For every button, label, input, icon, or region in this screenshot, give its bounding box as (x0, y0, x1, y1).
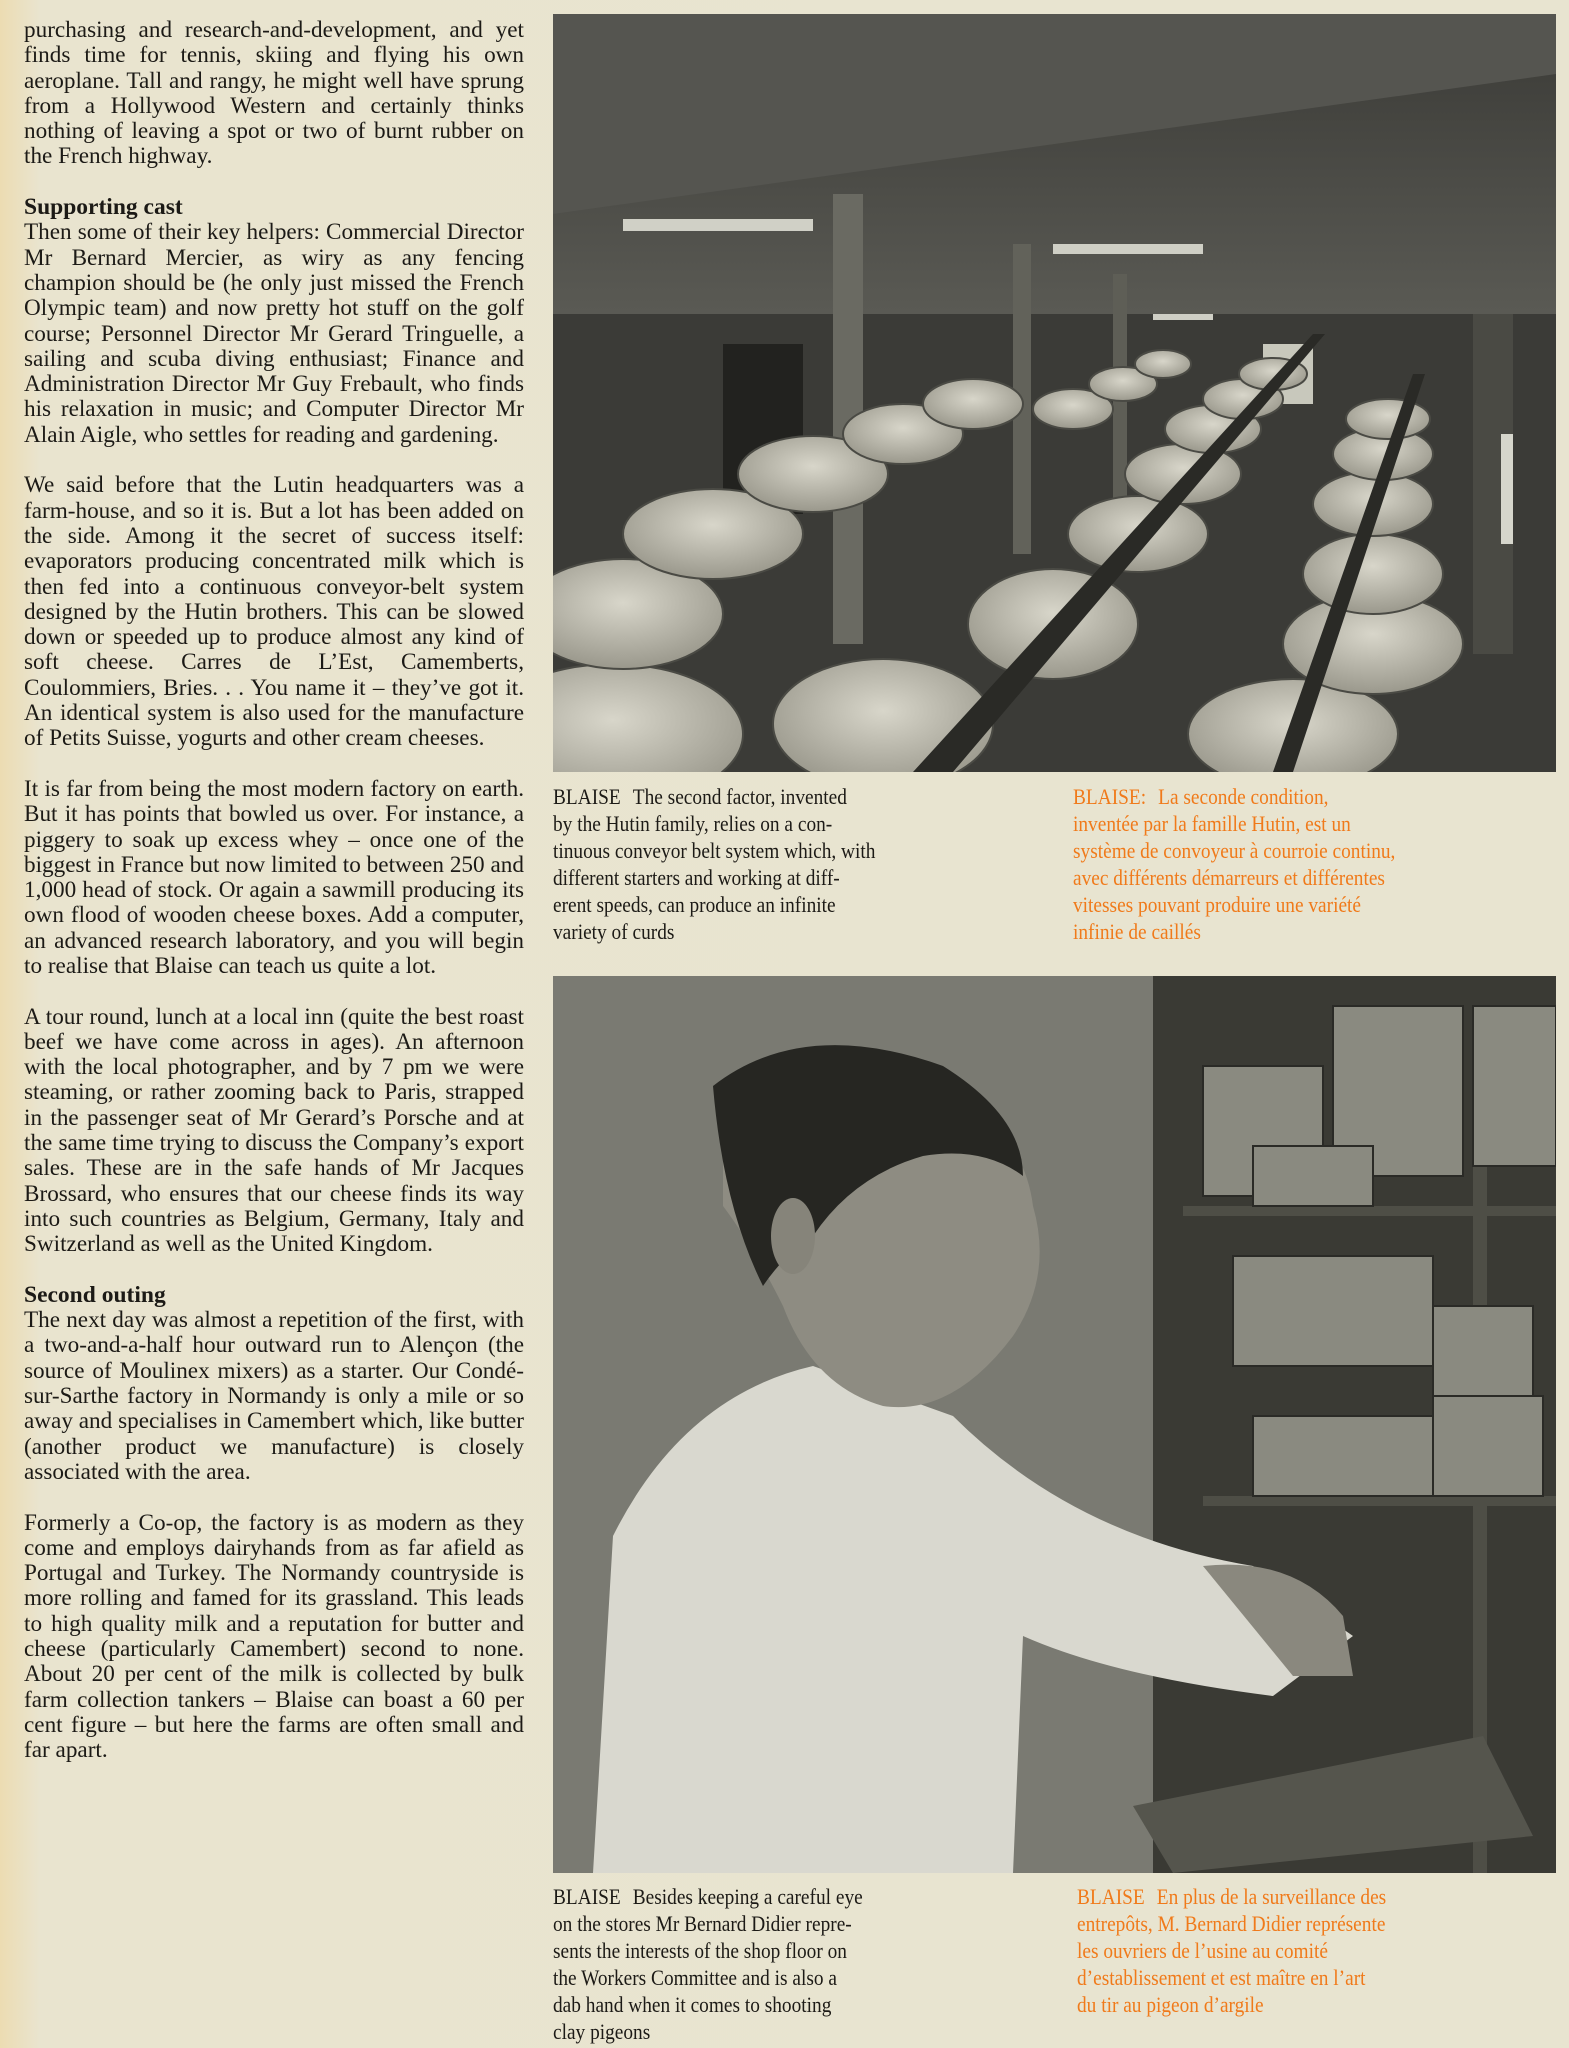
caption-line: by the Hutin family, relies on a con- (553, 811, 833, 836)
caption-line: En plus de la surveillance des (1156, 1884, 1387, 1909)
paragraph-intro: purchasing and research-and-development, and yet finds time for tennis, skiing and flying his own aeroplane. Tall and rangy, he might well have sprung from a Hollywood Western and certainly thinks nothing of leaving a spot or two of burnt rubber on the French highway. (24, 17, 524, 170)
caption-line: erent speeds, can produce an infinite (553, 892, 836, 917)
caption-line: Besides keeping a careful eye (632, 1884, 863, 1909)
paragraph-factory-points: It is far from being the most modern factory on earth. But it has points that bowled us over. For instance, a piggery to soak up excess whey – once one of the biggest in France but now limited to between 250 and 1,000 head of stock. Or again a sawmill producing its own flood of wooden cheese boxes. Add a computer, an advanced research laboratory, and you will begin to realise that Blaise can teach us quite a lot. (24, 775, 524, 979)
caption-line: du tir au pigeon d’argile (1077, 1992, 1264, 2017)
caption-label: BLAISE: (1073, 784, 1147, 809)
caption-line: entrepôts, M. Bernard Didier représente (1077, 1911, 1386, 1936)
photo-factory-vats (553, 14, 1556, 772)
caption-top-english (553, 783, 1035, 945)
paragraph-tour: A tour round, lunch at a local inn (quite the best roast beef we have come across in ages). An afternoon with the local photographer, and by 7 pm we were steaming, or rather zooming back to Paris, strapped in the passenger seat of Mr Gerard’s Porsche and at the same time trying to discuss the Company’s export sales. These are in the safe hands of Mr Jacques Brossard, who ensures that our cheese finds its way into such countries as Belgium, Germany, Italy and Switzerland as well as the United Kingdom. (24, 1003, 524, 1258)
heading-supporting-cast: Supporting cast (24, 194, 183, 221)
caption-label: BLAISE (553, 1884, 621, 1909)
paragraph-co-op: Formerly a Co-op, the factory is as modern as they come and employs dairyhands from as far afield as Portugal and Turkey. The Normandy countryside is more rolling and famed for its grassland. This leads to high quality milk and a reputation for butter and cheese (particularly Camembert) second to none. About 20 per cent of the milk is collected by bulk farm collection tankers – Blaise can boast a 60 per cent figure – but here the farms are often small and far apart. (24, 1509, 524, 1764)
caption-line: on the stores Mr Bernard Didier repre- (553, 1911, 852, 1936)
article-left-column (24, 18, 524, 1763)
caption-line: The second factor, invented (632, 784, 847, 809)
caption-label: BLAISE (1077, 1884, 1145, 1909)
caption-line: tinuous conveyor belt system which, with (553, 838, 876, 863)
caption-bottom-french (1077, 1883, 1559, 2018)
caption-bottom-english (553, 1883, 1035, 2045)
caption-line: avec différents démarreurs et différentes (1073, 865, 1385, 890)
caption-line: the Workers Committee and is also a (553, 1965, 837, 1990)
factory-vats-illustration (553, 14, 1556, 772)
paragraph-next-day: The next day was almost a repetition of the first, with a two-and-a-half hour outward run to Alençon (the source of Moulinex mixers) as a starter. Our Condé-sur-Sarthe factory in Normandy is only a mile or so away and specialises in Camembert which, like butter (another product we manufacture) is closely associated with the area. (24, 1307, 524, 1485)
man-in-stores-illustration (553, 976, 1556, 1873)
caption-line: les ouvriers de l’usine au comité (1077, 1938, 1328, 1963)
caption-line: d’establissement et est maître en l’art (1077, 1965, 1366, 1990)
heading-second-outing: Second outing (24, 1281, 166, 1308)
caption-line: vitesses pouvant produire une variété (1073, 892, 1362, 917)
caption-line: variety of curds (553, 919, 675, 944)
paragraph-headquarters: We said before that the Lutin headquarters was a farm-house, and so it is. But a lot has been added on the side. Among it the secret of success itself: evaporators producing concentrated milk which is then fed into a continuous conveyor-belt system designed by the Hutin brothers. This can be slowed down or speeded up to produce almost any kind of soft cheese. Carres de L’Est, Camemberts, Coulommiers, Bries. . . You name it – they’ve got it. An identical system is also used for the manufacture of Petits Suisse, yogurts and other cream cheeses. (24, 472, 524, 752)
caption-line: different starters and working at diff- (553, 865, 840, 890)
caption-line: infinie de caillés (1073, 919, 1201, 944)
caption-line: dab hand when it comes to shooting (553, 1992, 832, 2017)
caption-line: sents the interests of the shop floor on (553, 1938, 847, 1963)
photo-man-in-stores (553, 976, 1556, 1873)
caption-top-french (1073, 783, 1555, 945)
paragraph-key-helpers: Then some of their key helpers: Commercial Director Mr Bernard Mercier, as wiry as any fencing champion should be (he only just missed the French Olympic team) and now pretty hot stuff on the golf course; Personnel Director Mr Gerard Tringuelle, a sailing and scuba diving enthusiast; Finance and Administration Director Mr Guy Frebault, who finds his relaxation in music; and Computer Director Mr Alain Aigle, who settles for reading and gardening. (24, 219, 524, 448)
caption-label: BLAISE (553, 784, 621, 809)
caption-line: inventée par la famille Hutin, est un (1073, 811, 1351, 836)
caption-line: clay pigeons (553, 2019, 651, 2044)
caption-line: La seconde condition, (1158, 784, 1329, 809)
caption-line: système de convoyeur à courroie continu, (1073, 838, 1396, 863)
